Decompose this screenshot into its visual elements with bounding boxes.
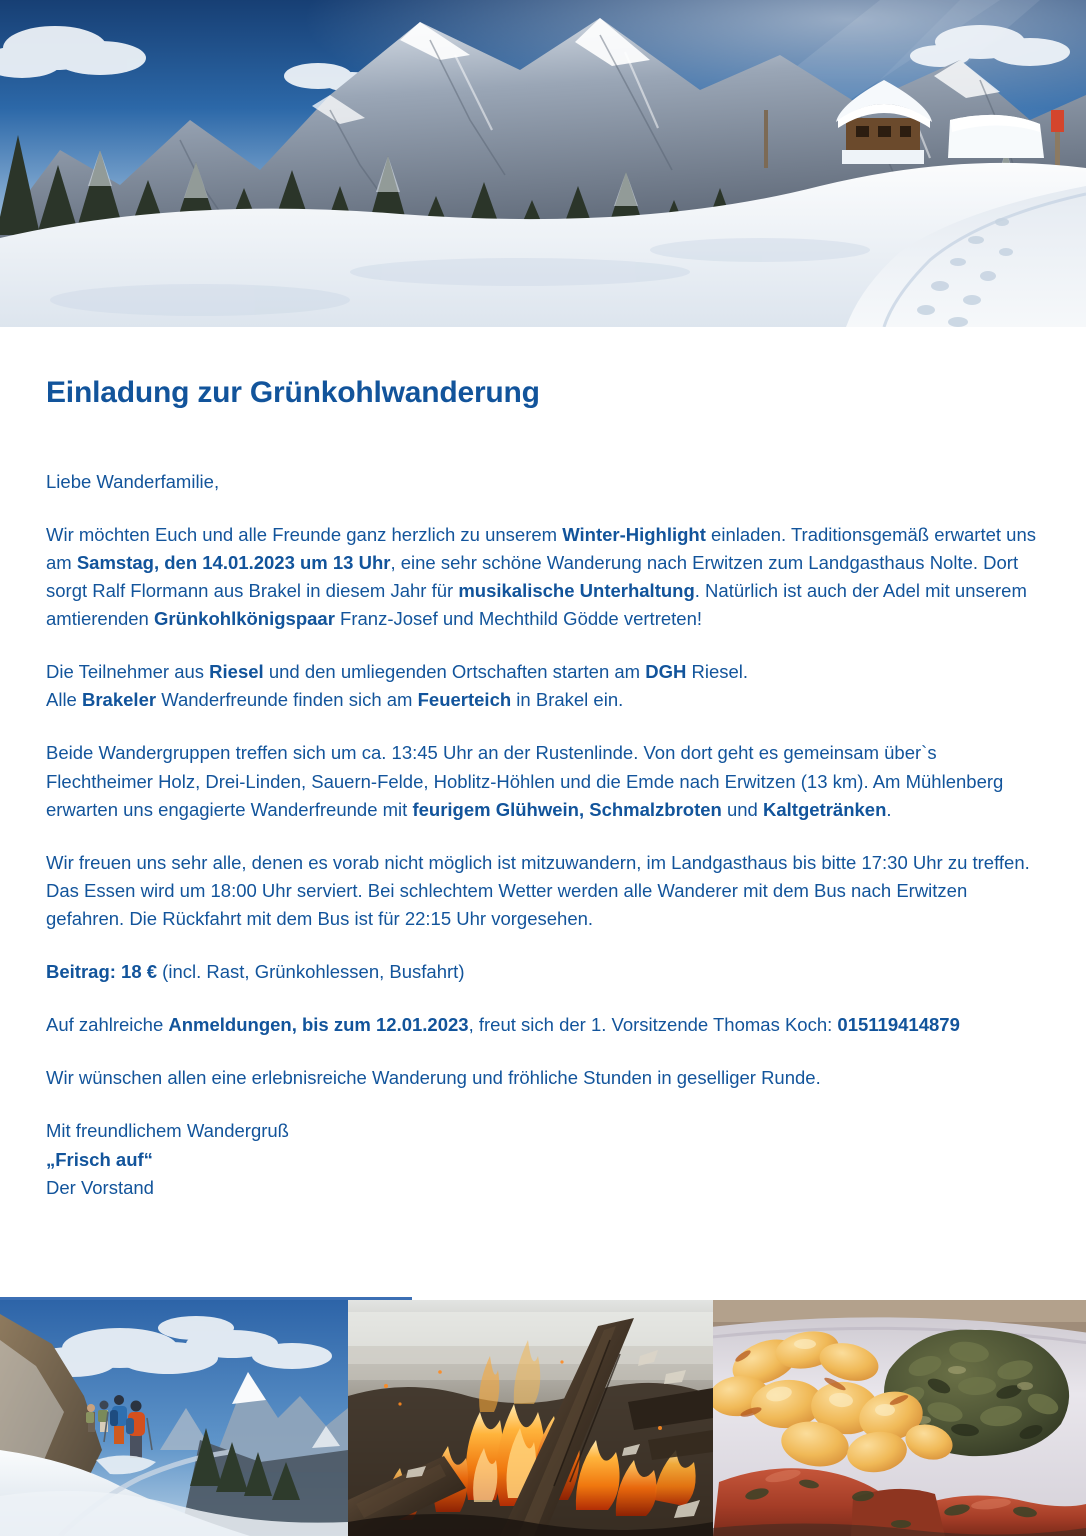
image-gruenkohl-meal-plate: [713, 1300, 1086, 1536]
paragraph-schedule: Wir freuen uns sehr alle, denen es vorab nicht möglich ist mitzuwandern, im Landgasthaus bis bitte 17:30 Uhr zu treffen. Das Essen wird um 18:00 Uhr serviert. Bei schlechtem Wetter werden alle Wanderer mit dem Bus nach Erwitzen gefahren. Die Rückfahrt mit dem Bus ist für 22:15 Uhr vorgesehen.: [46, 851, 1030, 930]
hikers-illustration: [0, 1300, 348, 1536]
campfire-illustration: [348, 1300, 713, 1536]
paragraph-start-points: Die Teilnehmer aus Riesel und den umliegenden Ortschaften starten am DGH Riesel. Alle Brakeler Wanderfreunde finden sich am Feuerteich in Brakel ein.: [46, 661, 749, 711]
paragraph-route: Beide Wandergruppen treffen sich um ca. 13:45 Uhr an der Rustenlinde. Von dort geht es gemeinsam über`s Flechtheimer Holz, Drei-Linden, Sauern-Felde, Hoblitz-Höhlen und die Emde nach Erwitzen (13 km). Am Mühlenberg erwarten uns engagierte Wanderfreunde mit feurigem Glühwein, Schmalzbroten und Kaltgetränken.: [46, 742, 1004, 820]
gruenkohl-meal-illustration: [713, 1300, 1086, 1536]
salutation: Liebe Wanderfamilie,: [46, 471, 220, 492]
paragraph-invitation: Wir möchten Euch und alle Freunde ganz herzlich zu unserem Winter-Highlight einladen. Traditionsgemäß erwartet uns am Samstag, den 14.01.2023 um 13 Uhr, eine sehr schöne Wanderung nach Erwitzen zum Landgasthaus Nolte. Dort sorgt Ralf Flormann aus Brakel in diesem Jahr für musikalische Unterhaltung. Natürlich ist auch der Adel mit unserem amtierenden Grünkohlkönigspaar Franz-Josef und Mechthild Gödde vertreten!: [46, 523, 1036, 630]
fence-post: [764, 110, 768, 168]
signature-block: Mit freundlichem Wandergruß „Frisch auf“ Der Vorstand: [46, 1120, 289, 1198]
snow-drift: [948, 115, 1044, 158]
page-title: Einladung zur Grünkohlwanderung: [46, 376, 540, 409]
paragraph-fee: Beitrag: 18 € (incl. Rast, Grünkohlessen, Busfahrt): [46, 961, 465, 983]
winter-mountain-illustration: [0, 0, 1086, 327]
paragraph-registration: Auf zahlreiche Anmeldungen, bis zum 12.01.2023, freut sich der 1. Vorsitzende Thomas Koch: 015119414879: [46, 1014, 960, 1036]
header-panorama-image: [0, 0, 1086, 327]
letter-body: [0, 327, 1086, 1202]
image-campfire-with-logs: [348, 1300, 713, 1536]
image-hikers-on-snowy-trail: [0, 1300, 348, 1536]
paragraph-closing-wish: Wir wünschen allen eine erlebnisreiche Wanderung und fröhliche Stunden in geselliger Runde.: [46, 1067, 821, 1089]
bottom-image-strip: [0, 1297, 1086, 1536]
